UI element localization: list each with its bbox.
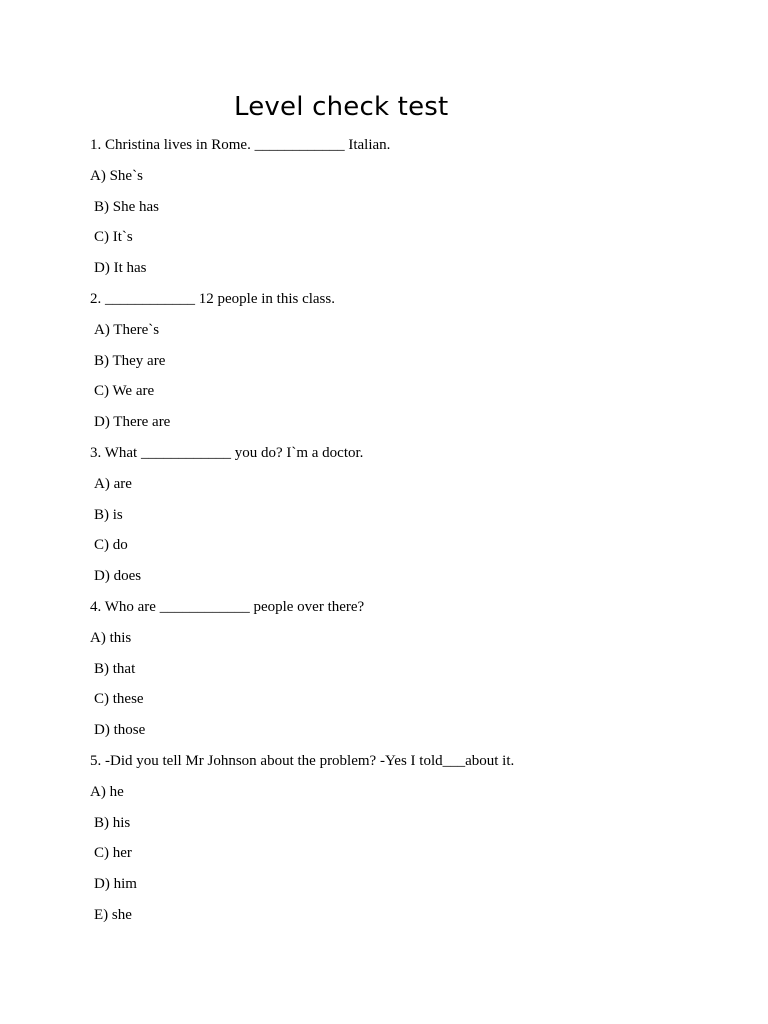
- question-2-option-a: A) There`s: [94, 321, 160, 338]
- question-5-option-d: D) him: [94, 876, 137, 893]
- question-3-option-d: D) does: [94, 568, 142, 585]
- question-3-option-c: C) do: [94, 537, 128, 554]
- question-2-option-c: C) We are: [94, 383, 155, 400]
- question-4-text: 4. Who are ____________ people over there?: [90, 598, 365, 615]
- page-title: Level check test: [234, 92, 449, 122]
- question-1-option-a: A) She`s: [90, 167, 143, 184]
- question-2-text: 2. ____________ 12 people in this class.: [90, 290, 335, 307]
- question-5-option-b: B) his: [94, 814, 131, 831]
- question-4-option-b: B) that: [94, 660, 136, 677]
- question-5-option-c: C) her: [94, 845, 132, 862]
- question-5-option-e: E) she: [94, 906, 132, 923]
- question-3-option-a: A) are: [94, 475, 132, 492]
- question-4-option-a: A) this: [90, 629, 132, 646]
- question-list: [90, 133, 730, 934]
- question-3-option-b: B) is: [94, 506, 123, 523]
- question-5-text: 5. -Did you tell Mr Johnson about the problem? -Yes I told___about it.: [90, 752, 515, 769]
- question-1-option-d: D) It has: [94, 260, 147, 277]
- question-3-text: 3. What ____________ you do? I`m a doctor.: [90, 444, 364, 461]
- question-1-text: 1. Christina lives in Rome. ____________ Italian.: [90, 137, 391, 153]
- question-4-option-c: C) these: [94, 691, 144, 708]
- question-2-option-b: B) They are: [94, 352, 166, 369]
- question-2-option-d: D) There are: [94, 414, 171, 431]
- question-1-option-c: C) It`s: [94, 229, 133, 246]
- question-4-option-d: D) those: [94, 722, 146, 739]
- question-5-option-a: A) he: [90, 783, 124, 800]
- question-1-option-b: B) She has: [94, 198, 159, 215]
